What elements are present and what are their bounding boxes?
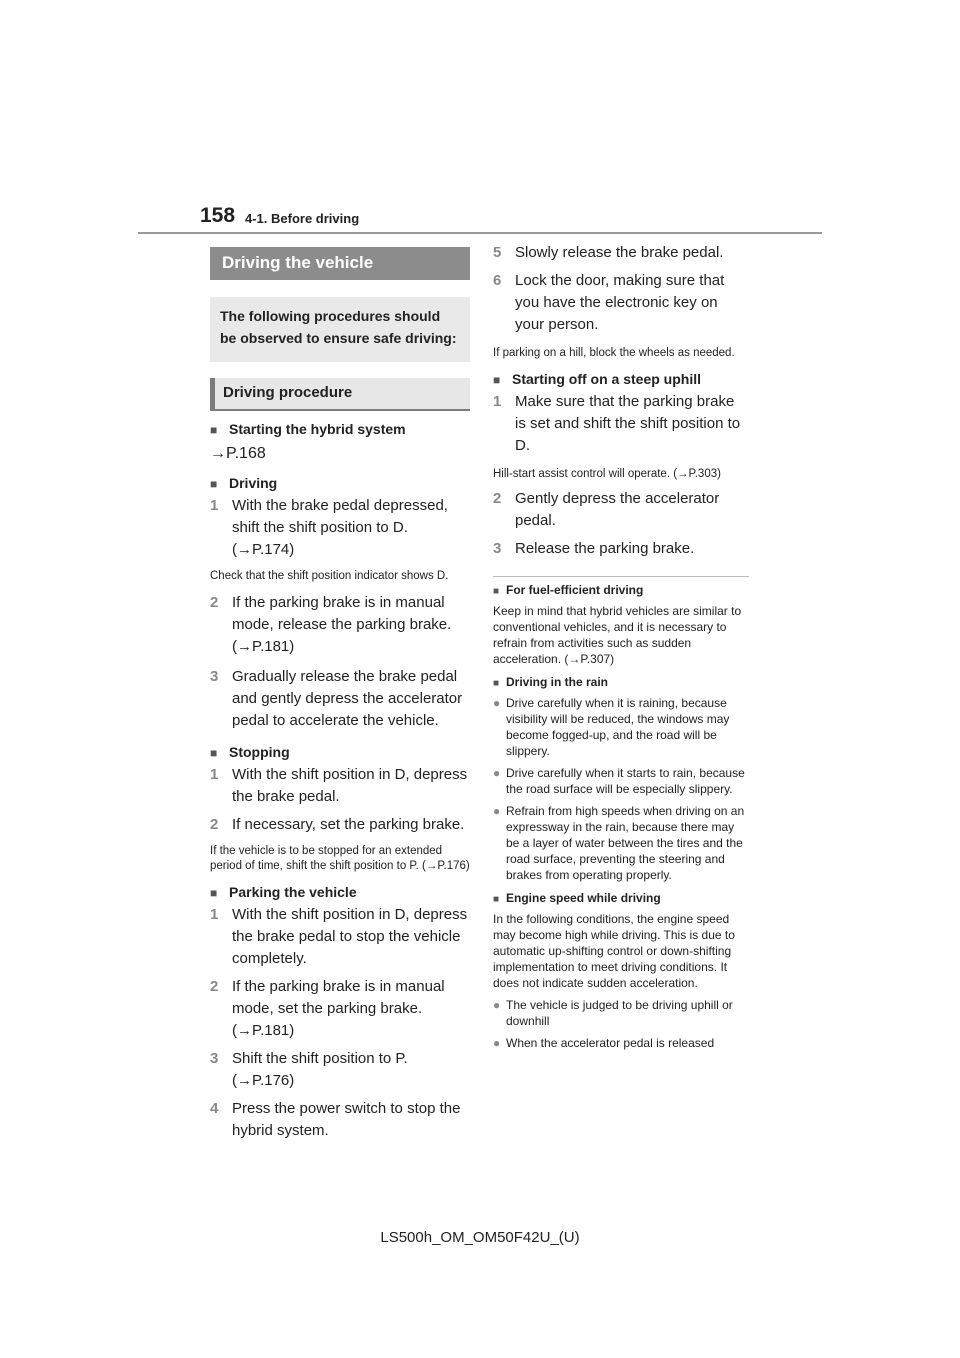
bullet-icon: ● xyxy=(493,998,501,1012)
heading-rain: ■ Driving in the rain xyxy=(493,675,609,689)
heading-parking: ■ Parking the vehicle xyxy=(210,884,357,900)
square-icon: ■ xyxy=(210,477,218,491)
bullet-item: ● The vehicle is judged to be driving uphill or downhill xyxy=(493,998,733,1028)
step: 2 If the parking brake is in manual mode, set the parking brake. (→P.181) xyxy=(210,978,445,1039)
bullet-item: ● Drive carefully when it is raining, because visibility will be reduced, the windows may become fogged-up, and the road will be slippery. xyxy=(493,696,730,758)
intro-box: The following procedures should be observed to ensure safe driving: xyxy=(210,297,470,362)
paragraph: In the following conditions, the engine speed may become high while driving. This is due to automatic up-shifting control or down-shifting implementation to meet driving conditions. It does not indicate sudden acceleration. xyxy=(493,912,735,990)
paragraph: Keep in mind that hybrid vehicles are similar to conventional vehicles, and it is necessary to refrain from activities such as sudden acceleration. (→P.307) xyxy=(493,604,742,666)
left-column xyxy=(210,247,470,1142)
divider xyxy=(493,576,749,577)
heading-stopping: ■ Stopping xyxy=(210,744,290,760)
heading-uphill: ■ Starting off on a steep uphill xyxy=(493,371,701,387)
step: 1 Make sure that the parking brake is set and shift the shift position to D. xyxy=(493,393,741,454)
heading-fuel: ■ For fuel-efficient driving xyxy=(493,583,644,597)
right-column xyxy=(493,242,749,1051)
step: 2 If necessary, set the parking brake. xyxy=(210,816,465,833)
page-number: 158 xyxy=(200,204,236,227)
square-icon: ■ xyxy=(493,678,500,689)
bullet-item: ● Drive carefully when it starts to rain, because the road surface will be especially slippery. xyxy=(493,766,745,796)
footer-code: LS500h_OM_OM50F42U_(U) xyxy=(380,1229,580,1246)
section-title: 4-1. Before driving xyxy=(245,211,360,226)
step: 5 Slowly release the brake pedal. xyxy=(493,244,724,261)
bullet-icon: ● xyxy=(493,696,501,710)
step: 2 If the parking brake is in manual mode, release the parking brake. (→P.181) xyxy=(210,594,452,655)
square-icon: ■ xyxy=(210,423,218,437)
square-icon: ■ xyxy=(493,373,501,387)
note: If parking on a hill, block the wheels as needed. xyxy=(493,347,735,359)
step: 1 With the shift position in D, depress the brake pedal. xyxy=(210,766,468,805)
bullet-icon: ● xyxy=(493,804,501,818)
ref-link[interactable]: →P.168 xyxy=(210,445,266,462)
square-icon: ■ xyxy=(493,586,500,597)
note: Hill-start assist control will operate. (→P.303) xyxy=(493,468,721,480)
heading-engine: ■ Engine speed while driving xyxy=(493,891,661,905)
step: 1 With the brake pedal depressed, shift the shift position to D. (→P.174) xyxy=(210,497,448,558)
heading-driving: ■ Driving xyxy=(210,475,278,491)
step: 2 Gently depress the accelerator pedal. xyxy=(493,490,720,529)
bullet-item: ● Refrain from high speeds when driving on an expressway in the rain, because there may be a layer of water between the tires and the road surface, preventing the steering and brakes from operating properly. xyxy=(493,804,745,882)
header-rule xyxy=(138,232,822,234)
note: Check that the shift position indicator shows D. xyxy=(210,570,449,582)
step: 4 Press the power switch to stop the hybrid system. xyxy=(210,1100,461,1139)
heading-hybrid: ■ Starting the hybrid system xyxy=(210,421,406,437)
step: 1 With the shift position in D, depress the brake pedal to stop the vehicle completely. xyxy=(210,906,468,967)
step: 3 Gradually release the brake pedal and gently depress the accelerator pedal to accelerate the vehicle. xyxy=(210,668,463,729)
note: If the vehicle is to be stopped for an extended period of time, shift the shift position to P. (→P.176) xyxy=(210,845,470,872)
step: 6 Lock the door, making sure that you have the electronic key on your person. xyxy=(493,272,725,333)
square-icon: ■ xyxy=(210,886,218,900)
title-bar: Driving the vehicle xyxy=(210,247,470,280)
square-icon: ■ xyxy=(493,894,500,905)
bullet-icon: ● xyxy=(493,1036,501,1050)
bullet-icon: ● xyxy=(493,766,501,780)
step: 3 Shift the shift position to P. (→P.176) xyxy=(210,1050,408,1089)
square-icon: ■ xyxy=(210,746,218,760)
bullet-item: ● When the accelerator pedal is released xyxy=(493,1036,715,1050)
step: 3 Release the parking brake. xyxy=(493,540,695,557)
subheading-bar: Driving procedure xyxy=(210,378,470,411)
